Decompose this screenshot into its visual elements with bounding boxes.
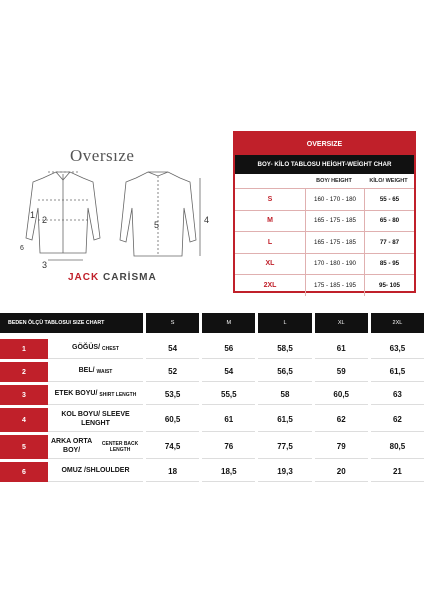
size-label: S <box>267 195 273 203</box>
label-tr: BEL/ <box>78 367 95 375</box>
size-value: 60,5 <box>146 408 199 432</box>
row-number: 2 <box>0 362 48 382</box>
size-label: 2XL <box>263 281 277 289</box>
size-value: 61 <box>202 408 255 432</box>
table-row <box>0 362 424 382</box>
height-value: 170 - 180 - 190 <box>305 254 364 275</box>
brand-part-2: CARİSMA <box>103 272 157 283</box>
size-value: 77,5 <box>258 435 311 459</box>
label-tr: KOL BOYU/ SLEEVE LENGHT <box>61 411 130 427</box>
size-label: M <box>267 217 273 225</box>
height-value: 160 - 170 - 180 <box>305 189 364 210</box>
brand-part-1: JACK <box>68 272 104 283</box>
weight-chart-subtitle: BOY- KİLO TABLOSU HEİGHT-WEİGHT CHAR <box>235 155 414 174</box>
row-label <box>48 362 143 382</box>
weight-row <box>235 188 414 210</box>
size-col-header: L <box>258 313 311 333</box>
size-value: 60,5 <box>315 385 368 405</box>
size-value: 20 <box>315 462 368 482</box>
weight-row <box>235 253 414 275</box>
size-value: 63 <box>371 385 424 405</box>
height-value: 165 - 175 - 185 <box>305 232 364 253</box>
brand-logo <box>68 272 157 283</box>
size-value: 61,5 <box>371 362 424 382</box>
col-weight: KİLO/ WEIGHT <box>369 178 408 184</box>
weight-chart-columns <box>235 174 414 188</box>
size-value: 76 <box>202 435 255 459</box>
size-value: 61,5 <box>258 408 311 432</box>
front-shirt-icon <box>26 172 100 260</box>
weight-value: 55 - 65 <box>364 189 414 210</box>
size-chart-header <box>0 313 424 333</box>
label-tr: GÖĞÜS/ <box>72 344 101 352</box>
weight-chart-title: OVERSIZE <box>235 133 414 155</box>
size-value: 63,5 <box>371 339 424 359</box>
row-label <box>48 462 143 482</box>
size-col-header: 2XL <box>371 313 424 333</box>
row-number: 6 <box>0 462 48 482</box>
weight-value: 95- 105 <box>364 275 414 296</box>
size-value: 19,3 <box>258 462 311 482</box>
oversize-title: Oversıze <box>70 146 135 165</box>
size-label: XL <box>265 260 275 268</box>
size-value: 53,5 <box>146 385 199 405</box>
weight-row <box>235 231 414 253</box>
size-value: 52 <box>146 362 199 382</box>
size-col-header: XL <box>315 313 368 333</box>
label-tr: ETEK BOYU/ <box>54 390 98 398</box>
row-label <box>48 408 143 432</box>
height-value: 175 - 185 - 195 <box>305 275 364 296</box>
back-shirt-icon <box>120 172 200 256</box>
size-value: 62 <box>315 408 368 432</box>
sketch-number-2: 2 <box>42 215 48 225</box>
row-label <box>48 339 143 359</box>
size-value: 55,5 <box>202 385 255 405</box>
table-row <box>0 408 424 432</box>
size-value: 54 <box>146 339 199 359</box>
height-weight-chart <box>233 131 416 293</box>
size-col-header: M <box>202 313 255 333</box>
label-en: CHEST <box>102 345 119 352</box>
sketch-number-1: 1 <box>30 210 36 220</box>
size-value: 74,5 <box>146 435 199 459</box>
weight-value: 85 - 95 <box>364 254 414 275</box>
row-number: 4 <box>0 408 48 432</box>
row-number: 1 <box>0 339 48 359</box>
size-value: 56,5 <box>258 362 311 382</box>
table-row <box>0 385 424 405</box>
size-value: 56 <box>202 339 255 359</box>
size-chart <box>0 313 424 482</box>
table-row <box>0 339 424 359</box>
size-value: 62 <box>371 408 424 432</box>
size-value: 61 <box>315 339 368 359</box>
sketch-number-5: 5 <box>154 220 160 230</box>
size-value: 18,5 <box>202 462 255 482</box>
size-value: 18 <box>146 462 199 482</box>
size-value: 58 <box>258 385 311 405</box>
sketch-number-3: 3 <box>42 260 48 270</box>
label-en: SHIRT LENGTH <box>99 391 137 398</box>
weight-value: 65 - 80 <box>364 211 414 232</box>
label-en: CENTER BACK LENGTH <box>101 440 139 453</box>
weight-value: 77 - 87 <box>364 232 414 253</box>
weight-row <box>235 210 414 232</box>
size-col-header: S <box>146 313 199 333</box>
col-height: BOY/ HEIGHT <box>316 178 352 184</box>
shirt-sketch <box>8 168 228 273</box>
size-value: 54 <box>202 362 255 382</box>
row-number: 5 <box>0 435 48 459</box>
sketch-number-4: 4 <box>204 215 210 225</box>
size-value: 21 <box>371 462 424 482</box>
table-row <box>0 462 424 482</box>
table-row <box>0 435 424 459</box>
size-chart-title: BEDEN ÖLÇÜ TABLOSU/ SIZE CHART <box>0 313 143 333</box>
size-value: 59 <box>315 362 368 382</box>
size-label: L <box>267 238 273 246</box>
row-label <box>48 435 143 459</box>
row-number: 3 <box>0 385 48 405</box>
label-en: WAIST <box>96 368 113 375</box>
size-value: 80,5 <box>371 435 424 459</box>
height-value: 165 - 175 - 185 <box>305 211 364 232</box>
size-value: 79 <box>315 435 368 459</box>
label-tr: OMUZ /SHLOULDER <box>61 467 130 475</box>
row-label <box>48 385 143 405</box>
weight-row <box>235 274 414 296</box>
label-tr: ARKA ORTA BOY/ <box>50 438 93 454</box>
size-value: 58,5 <box>258 339 311 359</box>
sketch-number-6: 6 <box>20 245 24 252</box>
